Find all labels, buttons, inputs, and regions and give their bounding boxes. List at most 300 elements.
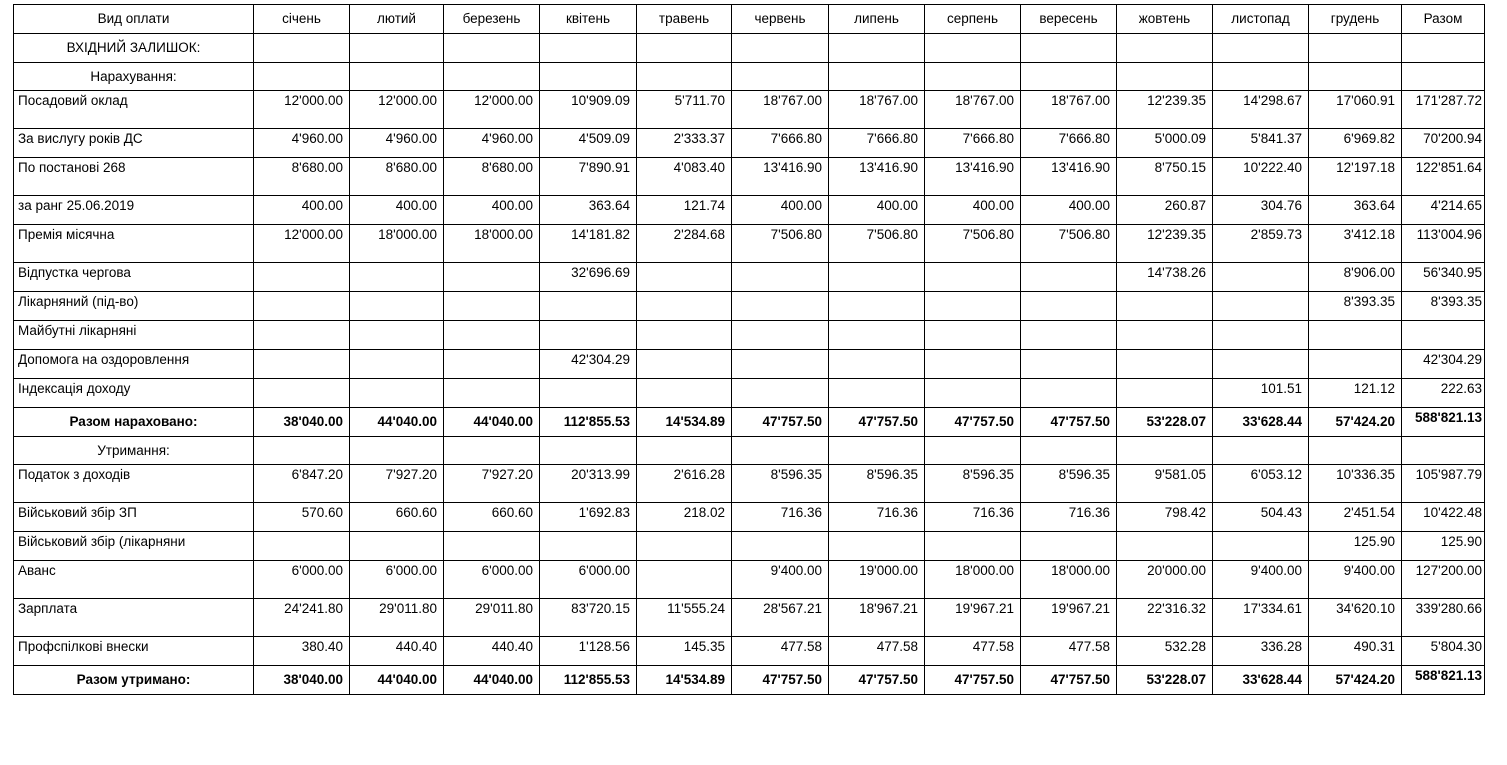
value-cell: 18'767.00 [1021, 91, 1117, 129]
value-cell: 5'711.70 [637, 91, 732, 129]
value-cell [1213, 350, 1309, 379]
row-total-cell: 8'393.35 [1402, 292, 1485, 321]
value-cell: 83'720.15 [540, 599, 637, 637]
value-cell: 42'304.29 [540, 350, 637, 379]
value-cell: 440.40 [444, 637, 540, 666]
value-cell [732, 292, 829, 321]
value-cell: 532.28 [1117, 637, 1213, 666]
value-cell: 2'859.73 [1213, 225, 1309, 263]
value-cell: 34'620.10 [1309, 599, 1402, 637]
value-cell: 125.90 [1309, 532, 1402, 561]
value-cell: 18'967.21 [829, 599, 925, 637]
value-cell: 6'000.00 [254, 561, 350, 599]
value-cell [1309, 437, 1402, 465]
section-row [14, 437, 1485, 465]
value-cell [732, 532, 829, 561]
value-cell: 10'336.35 [1309, 465, 1402, 503]
column-header-month: вересень [1021, 5, 1117, 34]
value-cell: 660.60 [350, 503, 444, 532]
value-cell [444, 263, 540, 292]
value-cell: 12'000.00 [254, 91, 350, 129]
value-cell [444, 437, 540, 465]
value-cell: 101.51 [1213, 379, 1309, 408]
value-cell: 13'416.90 [829, 158, 925, 196]
value-cell: 477.58 [1021, 637, 1117, 666]
value-cell [444, 63, 540, 91]
value-cell [350, 321, 444, 350]
value-cell: 47'757.50 [925, 408, 1021, 437]
value-cell [925, 34, 1021, 63]
value-cell: 4'960.00 [350, 129, 444, 158]
row-total-cell: 588'821.13 [1402, 666, 1485, 695]
value-cell: 11'555.24 [637, 599, 732, 637]
value-cell [1117, 34, 1213, 63]
value-cell [637, 63, 732, 91]
row-total-cell: 339'280.66 [1402, 599, 1485, 637]
value-cell [637, 532, 732, 561]
column-header-month: лютий [350, 5, 444, 34]
value-cell: 7'927.20 [350, 465, 444, 503]
value-cell [732, 34, 829, 63]
row-total-cell: 125.90 [1402, 532, 1485, 561]
value-cell: 504.43 [1213, 503, 1309, 532]
table-row [14, 599, 1485, 637]
row-label: Військовий збір ЗП [14, 503, 254, 532]
value-cell: 12'000.00 [254, 225, 350, 263]
value-cell: 18'767.00 [732, 91, 829, 129]
value-cell [637, 34, 732, 63]
value-cell: 8'596.35 [732, 465, 829, 503]
section-row [14, 34, 1485, 63]
value-cell: 19'000.00 [829, 561, 925, 599]
value-cell: 2'333.37 [637, 129, 732, 158]
value-cell: 12'239.35 [1117, 91, 1213, 129]
value-cell [637, 350, 732, 379]
value-cell: 12'000.00 [444, 91, 540, 129]
column-header-month: листопад [1213, 5, 1309, 34]
row-total-cell: 42'304.29 [1402, 350, 1485, 379]
value-cell [1117, 292, 1213, 321]
value-cell [1117, 379, 1213, 408]
table-row [14, 465, 1485, 503]
table-row [14, 158, 1485, 196]
value-cell: 1'692.83 [540, 503, 637, 532]
value-cell: 9'400.00 [732, 561, 829, 599]
value-cell [637, 321, 732, 350]
value-cell [637, 263, 732, 292]
column-header-month: січень [254, 5, 350, 34]
row-total-cell: 222.63 [1402, 379, 1485, 408]
value-cell [1021, 321, 1117, 350]
value-cell: 4'960.00 [444, 129, 540, 158]
value-cell [732, 321, 829, 350]
value-cell [829, 34, 925, 63]
value-cell: 7'927.20 [444, 465, 540, 503]
value-cell [350, 532, 444, 561]
value-cell: 9'400.00 [1309, 561, 1402, 599]
value-cell: 13'416.90 [925, 158, 1021, 196]
total-row [14, 408, 1485, 437]
value-cell: 112'855.53 [540, 666, 637, 695]
value-cell: 8'596.35 [1021, 465, 1117, 503]
value-cell [444, 321, 540, 350]
value-cell: 57'424.20 [1309, 408, 1402, 437]
value-cell [925, 63, 1021, 91]
column-header-month: березень [444, 5, 540, 34]
value-cell: 47'757.50 [1021, 408, 1117, 437]
value-cell [254, 532, 350, 561]
row-total-cell: 4'214.65 [1402, 196, 1485, 225]
row-total-cell: 56'340.95 [1402, 263, 1485, 292]
value-cell: 10'222.40 [1213, 158, 1309, 196]
value-cell [1021, 63, 1117, 91]
value-cell: 18'000.00 [925, 561, 1021, 599]
column-header-total: Разом [1402, 5, 1485, 34]
value-cell: 716.36 [829, 503, 925, 532]
value-cell: 121.12 [1309, 379, 1402, 408]
value-cell [829, 292, 925, 321]
value-cell [1213, 263, 1309, 292]
row-label: Податок з доходів [14, 465, 254, 503]
value-cell: 336.28 [1213, 637, 1309, 666]
value-cell: 8'393.35 [1309, 292, 1402, 321]
row-label: Зарплата [14, 599, 254, 637]
value-cell [254, 321, 350, 350]
value-cell: 477.58 [829, 637, 925, 666]
value-cell: 716.36 [732, 503, 829, 532]
value-cell: 47'757.50 [732, 666, 829, 695]
value-cell: 10'909.09 [540, 91, 637, 129]
row-total-cell: 10'422.48 [1402, 503, 1485, 532]
value-cell: 2'451.54 [1309, 503, 1402, 532]
value-cell: 440.40 [350, 637, 444, 666]
value-cell [732, 437, 829, 465]
value-cell [1021, 532, 1117, 561]
value-cell: 32'696.69 [540, 263, 637, 292]
value-cell [1117, 437, 1213, 465]
value-cell [1309, 350, 1402, 379]
value-cell: 4'083.40 [637, 158, 732, 196]
value-cell: 29'011.80 [350, 599, 444, 637]
value-cell [350, 63, 444, 91]
table-row [14, 532, 1485, 561]
column-header-month: квітень [540, 5, 637, 34]
value-cell: 8'750.15 [1117, 158, 1213, 196]
value-cell: 29'011.80 [444, 599, 540, 637]
value-cell [1021, 350, 1117, 379]
row-label: Допомога на оздоровлення [14, 350, 254, 379]
total-label: Разом утримано: [14, 666, 254, 695]
value-cell: 8'596.35 [925, 465, 1021, 503]
row-total-cell: 588'821.13 [1402, 408, 1485, 437]
header-row [14, 5, 1485, 34]
value-cell [829, 379, 925, 408]
row-label: Лікарняний (під-во) [14, 292, 254, 321]
value-cell: 121.74 [637, 196, 732, 225]
value-cell: 44'040.00 [350, 666, 444, 695]
value-cell: 798.42 [1117, 503, 1213, 532]
value-cell [925, 292, 1021, 321]
value-cell: 7'666.80 [829, 129, 925, 158]
section-row [14, 63, 1485, 91]
value-cell: 18'767.00 [925, 91, 1021, 129]
value-cell: 28'567.21 [732, 599, 829, 637]
row-total-cell: 70'200.94 [1402, 129, 1485, 158]
value-cell: 47'757.50 [732, 408, 829, 437]
value-cell: 716.36 [925, 503, 1021, 532]
table-row [14, 321, 1485, 350]
value-cell [350, 350, 444, 379]
value-cell [254, 379, 350, 408]
value-cell [1021, 34, 1117, 63]
value-cell: 7'890.91 [540, 158, 637, 196]
value-cell: 2'284.68 [637, 225, 732, 263]
value-cell [732, 350, 829, 379]
value-cell: 304.76 [1213, 196, 1309, 225]
column-header-month: травень [637, 5, 732, 34]
value-cell: 12'000.00 [350, 91, 444, 129]
value-cell [350, 34, 444, 63]
table-row [14, 379, 1485, 408]
value-cell: 22'316.32 [1117, 599, 1213, 637]
value-cell [444, 34, 540, 63]
value-cell: 53'228.07 [1117, 408, 1213, 437]
value-cell: 17'334.61 [1213, 599, 1309, 637]
value-cell [925, 321, 1021, 350]
payroll-table [13, 4, 1485, 695]
value-cell [829, 321, 925, 350]
value-cell: 8'596.35 [829, 465, 925, 503]
value-cell [1021, 263, 1117, 292]
table-row [14, 561, 1485, 599]
value-cell [732, 63, 829, 91]
value-cell [350, 437, 444, 465]
value-cell: 24'241.80 [254, 599, 350, 637]
value-cell: 490.31 [1309, 637, 1402, 666]
row-total-cell: 122'851.64 [1402, 158, 1485, 196]
value-cell [254, 437, 350, 465]
value-cell: 7'506.80 [1021, 225, 1117, 263]
value-cell [637, 561, 732, 599]
table-row [14, 292, 1485, 321]
value-cell [350, 379, 444, 408]
value-cell: 57'424.20 [1309, 666, 1402, 695]
row-label: За вислугу років ДС [14, 129, 254, 158]
value-cell: 400.00 [444, 196, 540, 225]
value-cell: 14'181.82 [540, 225, 637, 263]
value-cell [540, 437, 637, 465]
value-cell: 9'400.00 [1213, 561, 1309, 599]
value-cell [1117, 63, 1213, 91]
value-cell [925, 350, 1021, 379]
value-cell [1309, 34, 1402, 63]
value-cell [732, 379, 829, 408]
value-cell [350, 292, 444, 321]
value-cell [1309, 63, 1402, 91]
value-cell: 400.00 [1021, 196, 1117, 225]
value-cell: 6'000.00 [350, 561, 444, 599]
value-cell: 18'000.00 [350, 225, 444, 263]
table-row [14, 129, 1485, 158]
value-cell [829, 63, 925, 91]
value-cell [829, 263, 925, 292]
value-cell: 14'298.67 [1213, 91, 1309, 129]
value-cell: 12'239.35 [1117, 225, 1213, 263]
value-cell: 33'628.44 [1213, 408, 1309, 437]
value-cell [1021, 292, 1117, 321]
value-cell [1117, 350, 1213, 379]
total-label: Разом нараховано: [14, 408, 254, 437]
value-cell [1309, 321, 1402, 350]
value-cell: 6'847.20 [254, 465, 350, 503]
value-cell: 6'969.82 [1309, 129, 1402, 158]
column-header-month: липень [829, 5, 925, 34]
value-cell: 380.40 [254, 637, 350, 666]
value-cell: 38'040.00 [254, 666, 350, 695]
value-cell [350, 263, 444, 292]
value-cell: 38'040.00 [254, 408, 350, 437]
row-total-cell [1402, 34, 1485, 63]
value-cell: 400.00 [732, 196, 829, 225]
row-label: за ранг 25.06.2019 [14, 196, 254, 225]
value-cell [1213, 532, 1309, 561]
row-label: Премія місячна [14, 225, 254, 263]
value-cell: 4'509.09 [540, 129, 637, 158]
value-cell: 18'000.00 [444, 225, 540, 263]
value-cell: 260.87 [1117, 196, 1213, 225]
value-cell [637, 292, 732, 321]
value-cell [444, 379, 540, 408]
value-cell [925, 437, 1021, 465]
value-cell: 47'757.50 [829, 666, 925, 695]
value-cell: 20'000.00 [1117, 561, 1213, 599]
value-cell: 477.58 [732, 637, 829, 666]
value-cell [925, 263, 1021, 292]
value-cell [1117, 532, 1213, 561]
value-cell: 33'628.44 [1213, 666, 1309, 695]
table-row [14, 637, 1485, 666]
value-cell: 6'000.00 [540, 561, 637, 599]
value-cell: 14'738.26 [1117, 263, 1213, 292]
row-label: Військовий збір (лікарняни [14, 532, 254, 561]
row-label: Майбутні лікарняні [14, 321, 254, 350]
table-row [14, 263, 1485, 292]
value-cell [925, 532, 1021, 561]
value-cell [1213, 34, 1309, 63]
value-cell [254, 292, 350, 321]
value-cell [1213, 292, 1309, 321]
row-total-cell [1402, 63, 1485, 91]
value-cell: 4'960.00 [254, 129, 350, 158]
value-cell [1117, 321, 1213, 350]
value-cell: 7'666.80 [925, 129, 1021, 158]
value-cell: 17'060.91 [1309, 91, 1402, 129]
value-cell [829, 532, 925, 561]
value-cell [254, 263, 350, 292]
row-total-cell [1402, 437, 1485, 465]
value-cell: 145.35 [637, 637, 732, 666]
value-cell: 2'616.28 [637, 465, 732, 503]
column-header-month: серпень [925, 5, 1021, 34]
value-cell: 14'534.89 [637, 666, 732, 695]
value-cell: 18'767.00 [829, 91, 925, 129]
value-cell [1213, 63, 1309, 91]
value-cell [1021, 437, 1117, 465]
row-label: Аванс [14, 561, 254, 599]
value-cell: 19'967.21 [1021, 599, 1117, 637]
value-cell: 8'680.00 [444, 158, 540, 196]
value-cell: 363.64 [540, 196, 637, 225]
value-cell: 8'680.00 [254, 158, 350, 196]
value-cell [444, 532, 540, 561]
row-total-cell: 127'200.00 [1402, 561, 1485, 599]
row-label: Індексація доходу [14, 379, 254, 408]
value-cell: 44'040.00 [444, 408, 540, 437]
value-cell [829, 350, 925, 379]
table-row [14, 196, 1485, 225]
value-cell [540, 321, 637, 350]
row-label: По постанові 268 [14, 158, 254, 196]
value-cell: 6'000.00 [444, 561, 540, 599]
value-cell: 400.00 [254, 196, 350, 225]
value-cell: 363.64 [1309, 196, 1402, 225]
column-header-month: червень [732, 5, 829, 34]
value-cell [254, 63, 350, 91]
value-cell [540, 292, 637, 321]
value-cell [540, 379, 637, 408]
row-total-cell: 105'987.79 [1402, 465, 1485, 503]
value-cell: 400.00 [829, 196, 925, 225]
section-label: Нарахування: [14, 63, 254, 91]
row-total-cell: 113'004.96 [1402, 225, 1485, 263]
value-cell [1021, 379, 1117, 408]
value-cell [254, 350, 350, 379]
value-cell: 47'757.50 [925, 666, 1021, 695]
value-cell [540, 34, 637, 63]
row-total-cell [1402, 321, 1485, 350]
value-cell: 19'967.21 [925, 599, 1021, 637]
value-cell: 9'581.05 [1117, 465, 1213, 503]
value-cell: 7'506.80 [925, 225, 1021, 263]
value-cell [732, 263, 829, 292]
row-total-cell: 5'804.30 [1402, 637, 1485, 666]
value-cell [444, 292, 540, 321]
value-cell: 400.00 [350, 196, 444, 225]
value-cell: 12'197.18 [1309, 158, 1402, 196]
value-cell: 8'906.00 [1309, 263, 1402, 292]
value-cell [444, 350, 540, 379]
value-cell: 5'000.09 [1117, 129, 1213, 158]
table-row [14, 350, 1485, 379]
value-cell [540, 63, 637, 91]
value-cell: 47'757.50 [829, 408, 925, 437]
value-cell: 8'680.00 [350, 158, 444, 196]
value-cell: 3'412.18 [1309, 225, 1402, 263]
total-row [14, 666, 1485, 695]
row-label: Профспілкові внески [14, 637, 254, 666]
value-cell: 5'841.37 [1213, 129, 1309, 158]
value-cell: 47'757.50 [1021, 666, 1117, 695]
section-label: Утримання: [14, 437, 254, 465]
column-header-month: грудень [1309, 5, 1402, 34]
value-cell: 716.36 [1021, 503, 1117, 532]
value-cell: 400.00 [925, 196, 1021, 225]
value-cell: 7'666.80 [1021, 129, 1117, 158]
value-cell [637, 379, 732, 408]
value-cell: 218.02 [637, 503, 732, 532]
value-cell [829, 437, 925, 465]
value-cell: 20'313.99 [540, 465, 637, 503]
